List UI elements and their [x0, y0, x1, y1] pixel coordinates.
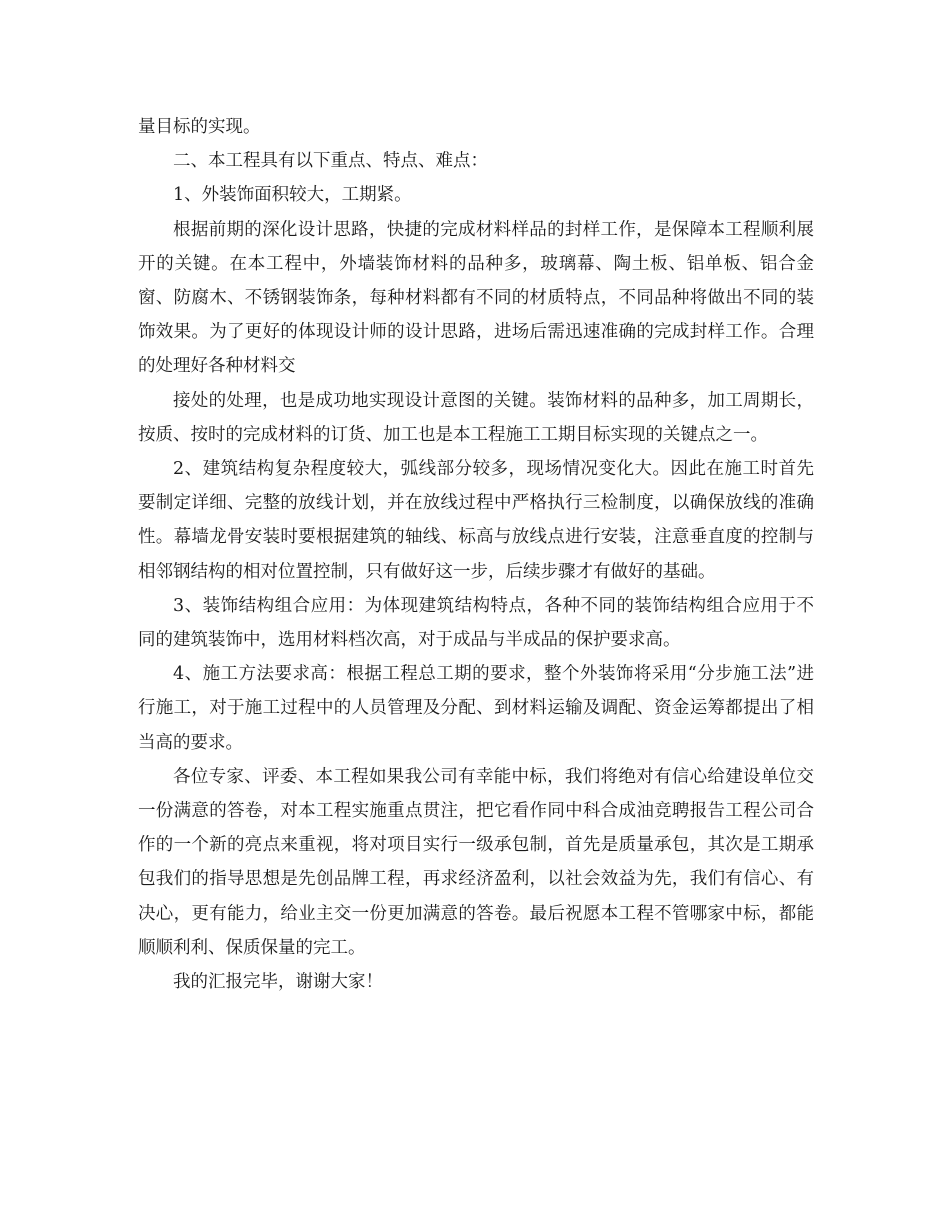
- point-1-body: 根据前期的深化设计思路，快捷的完成材料样品的封样工作，是保障本工程顺利展开的关键。在本工程中，外墙装饰材料的品种多，玻璃幕、陶土板、铝单板、铝合金窗、防腐木、不锈钢装饰条，每种材料都有不同的材质特点，不同品种将做出不同的装饰效果。为了更好的体现设计师的设计思路，进场后需迅速准确的完成封样工作。合理的处理好各种材料交: [138, 219, 814, 377]
- point-2-paragraph: 2、建筑结构复杂程度较大，弧线部分较多，现场情况变化大。因此在施工时首先要制定详细、完整的放线计划，并在放线过程中严格执行三检制度，以确保放线的准确性。幕墙龙骨安装时要根据建筑的轴线、标高与放线点进行安装，注意垂直度的控制与相邻钢结构的相对位置控制，只有做好这一步，后续步骤才有做好的基础。: [138, 459, 814, 582]
- point-3-paragraph: 3、装饰结构组合应用：为体现建筑结构特点，各种不同的装饰结构组合应用于不同的建筑装饰中，选用材料档次高，对于成品与半成品的保护要求高。: [138, 595, 814, 651]
- point-4-paragraph: 4、施工方法要求高：根据工程总工期的要求，整个外装饰将采用“分步施工法”进行施工，对于施工过程中的人员管理及分配、到材料运输及调配、资金运筹都提出了相当高的要求。: [138, 664, 814, 753]
- point-1-body-continued: 接处的处理，也是成功地实现设计意图的关键。装饰材料的品种多，加工周期长，按质、按时的完成材料的订货、加工也是本工程施工工期目标实现的关键点之一。: [138, 390, 814, 445]
- document-page: [138, 110, 814, 999]
- closing-thanks: 我的汇报完毕，谢谢大家！: [173, 972, 383, 993]
- point-1-heading: 1、外装饰面积较大，工期紧。: [173, 185, 412, 206]
- paragraph-continuation: 量目标的实现。: [138, 117, 261, 137]
- section-heading-key-points: 二、本工程具有以下重点、特点、难点：: [173, 151, 488, 172]
- closing-commitment-paragraph: 各位专家、评委、本工程如果我公司有幸能中标，我们将绝对有信心给建设单位交一份满意的答卷，对本工程实施重点贯注，把它看作同中科合成油竞聘报告工程公司合作的一个新的亮点来重视，将对项目实行一级承包制，首先是质量承包，其次是工期承包我们的指导思想是先创品牌工程，再求经济盈利，以社会效益为先，我们有信心、有决心，更有能力，给业主交一份更加满意的答卷。最后祝愿本工程不管哪家中标，都能顺顺利利、保质保量的完工。: [138, 766, 814, 958]
